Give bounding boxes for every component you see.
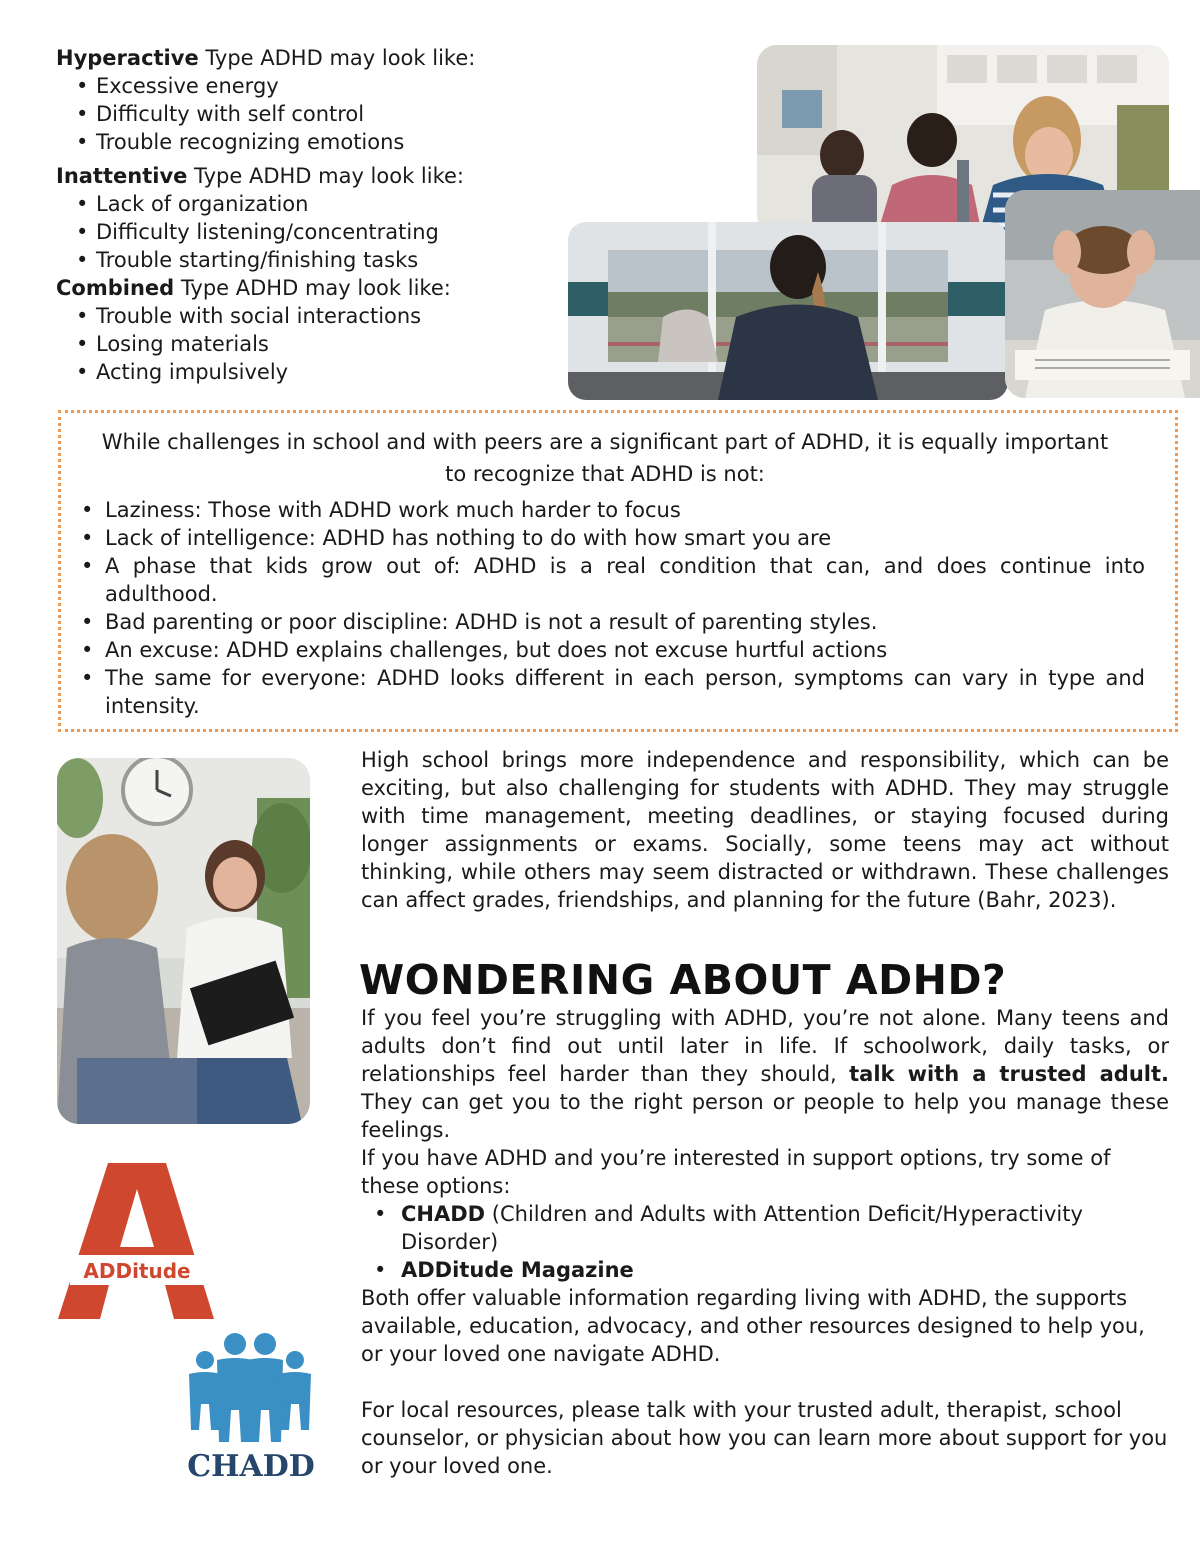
list-item: • Bad parenting or poor discipline: ADHD is not a result of parenting styles. (105, 608, 1145, 636)
wondering-body (361, 1004, 1169, 1480)
combined-list (56, 302, 576, 386)
local-resources-paragraph: For local resources, please talk with your trusted adult, therapist, school counselor, or physician about how you can learn more about support for you or your loved one. (361, 1398, 1168, 1478)
list-item: • Trouble with social interactions (96, 302, 576, 330)
list-item-additude: • ADDitude Magazine (401, 1256, 1169, 1284)
counselor-session-photo (57, 758, 310, 1124)
adhd-is-not-intro: While challenges in school and with peers are a significant part of ADHD, it is equally important to recognize that ADHD is not: (101, 430, 1109, 486)
list-item: • Laziness: Those with ADHD work much harder to focus (105, 496, 1145, 524)
list-item: • Difficulty with self control (96, 100, 576, 128)
support-options-list (361, 1200, 1169, 1284)
intro-paragraph: If you feel you’re struggling with ADHD, you’re not alone. Many teens and adults don’t find out until later in life. If schoolwork, daily tasks, or relationships feel harder than they should, talk with a trusted adult. They can get you to the right person or people to help you manage these feelings. (361, 1006, 1170, 1142)
resources-paragraph: Both offer valuable information regarding living with ADHD, the supports available, education, advocacy, and other resources designed to help you, or your loved one navigate ADHD. (361, 1286, 1145, 1366)
adhd-is-not-list (78, 496, 1145, 720)
list-item: • Losing materials (96, 330, 576, 358)
support-options-paragraph: If you have ADHD and you’re interested in support options, try some of these options: (361, 1146, 1111, 1198)
hyperactive-list (56, 72, 576, 156)
list-item: • Lack of organization (96, 190, 576, 218)
section-title: WONDERING ABOUT ADHD? (359, 956, 1007, 1004)
list-item: • Acting impulsively (96, 358, 576, 386)
list-item-chadd: • CHADD (Children and Adults with Attention Deficit/Hyperactivity Disorder) (401, 1200, 1169, 1256)
list-item: • Lack of intelligence: ADHD has nothing to do with how smart you are (105, 524, 1145, 552)
list-item: • The same for everyone: ADHD looks different in each person, symptoms can vary in type and intensity. (105, 664, 1145, 720)
chadd-logo (183, 1330, 319, 1480)
high-school-paragraph: High school brings more independence and responsibility, which can be exciting, but also challenging for students with ADHD. They may struggle with time management, meeting deadlines, or staying focused during longer assignments or exams. Socially, some teens may act without thinking, while others may seem distracted or withdrawn. These challenges can affect grades, friendships, and planning for the future (Bahr, 2023). (361, 748, 1169, 912)
list-item: • Difficulty listening/concentrating (96, 218, 576, 246)
student-at-window-photo (568, 222, 1008, 400)
combined-heading: Combined Type ADHD may look like: (56, 276, 451, 300)
stressed-boy-photo (1005, 190, 1200, 398)
adhd-types-section (56, 44, 576, 392)
additude-logo (56, 1163, 216, 1319)
list-item: • A phase that kids grow out of: ADHD is a real condition that can, and does continue into adulthood. (105, 552, 1145, 608)
additude-logo-text: ADDitude (83, 1259, 191, 1283)
list-item: • Excessive energy (96, 72, 576, 100)
list-item: • Trouble recognizing emotions (96, 128, 576, 156)
list-item: • Trouble starting/finishing tasks (96, 246, 576, 274)
hyperactive-heading: Hyperactive Type ADHD may look like: (56, 46, 476, 70)
chadd-logo-text: CHADD (187, 1449, 315, 1480)
list-item: • An excuse: ADHD explains challenges, but does not excuse hurtful actions (105, 636, 1145, 664)
inattentive-heading: Inattentive Type ADHD may look like: (56, 164, 465, 188)
inattentive-list (56, 190, 576, 274)
